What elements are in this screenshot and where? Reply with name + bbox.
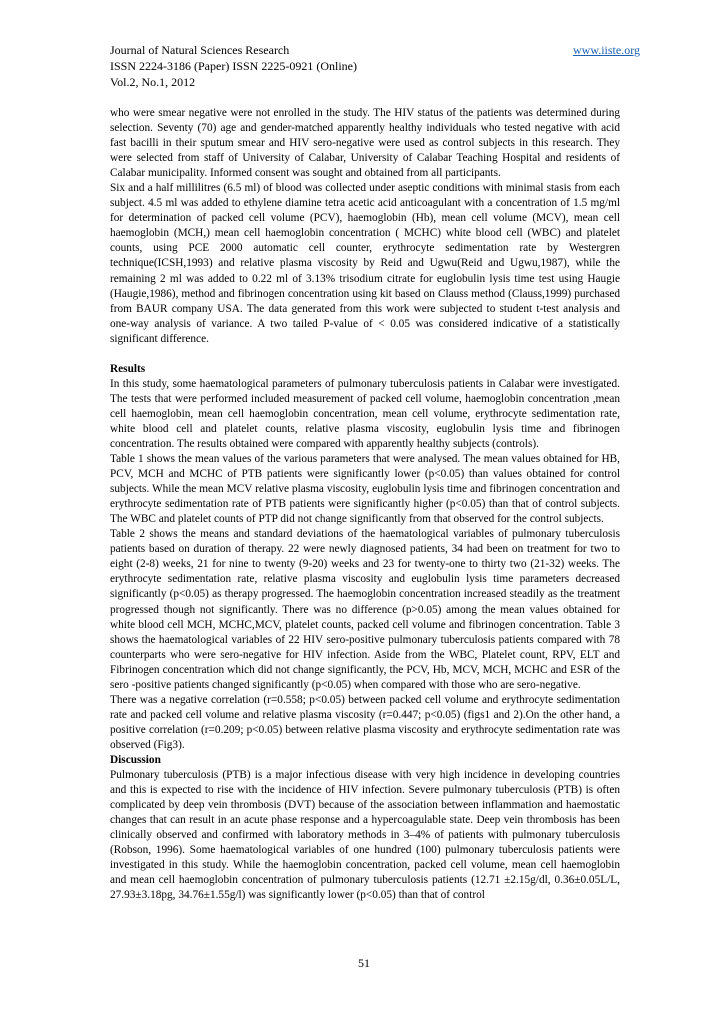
section-spacer	[110, 347, 620, 362]
results-paragraph-2: Table 1 shows the mean values of the various parameters that were analysed. The mean values obtained for HB, PCV, MCH and MCHC of PTB patients were significantly lower (p<0.05) than values obtained for control subjects. While the mean MCV relative plasma viscosity, euglobulin lysis time and fibrinogen concentration and erythrocyte sedimentation rate of PTB patients were significantly higher (p<0.05) than that of control subjects. The WBC and platelet counts of PTP did not change significantly from that observed for the control subjects.	[110, 453, 620, 526]
article-body	[110, 106, 620, 903]
methods-paragraph-1: who were smear negative were not enrolled in the study. The HIV status of the patients was determined during selection. Seventy (70) age and gender-matched apparently healthy individuals who tested negative with acid fast bacilli in their sputum smear and HIV sero-negative were used as control subjects in this research. They were selected from staff of University of Calabar, University of Calabar Teaching Hospital and residents of Calabar municipality. Informed consent was sought and obtained from all participants.	[110, 107, 620, 180]
journal-name: Journal of Natural Sciences Research	[110, 43, 290, 57]
results-paragraph-1: In this study, some haematological parameters of pulmonary tuberculosis patients in Calabar were investigated. The tests that were performed included measurement of packed cell volume, haemoglobin concentration ,mean cell haemoglobin, mean cell haemoglobin concentration, mean cell volume, erythrocyte sedimentation rate, white blood cell and platelet counts, relative plasma viscosity, euglobulin lysis time and fibrinogen concentration. The results obtained were compared with apparently healthy subjects (controls).	[110, 377, 620, 450]
journal-url-link[interactable]: www.iiste.org	[573, 43, 640, 57]
issn-line: ISSN 2224-3186 (Paper) ISSN 2225-0921 (Online)	[110, 59, 357, 73]
methods-paragraph-2: Six and a half millilitres (6.5 ml) of blood was collected under aseptic conditions with minimal stasis from each subject. 4.5 ml was added to ethylene diamine tetra acetic acid anticoagulant with a concentration of 1.5 mg/ml for determination of packed cell volume (PCV), haemoglobin (Hb), mean cell volume (MCV), mean cell haemoglobin (MCH,) mean cell haemoglobin concentration ( MCHC) white blood cell (WBC) and platelet counts, using PCE 2000 automatic cell counter, erythrocyte sedimentation rate by Westergren technique(ICSH,1993) and relative plasma viscosity by Reid and Ugwu(Reid and Ugwu,1987), while the remaining 2 ml was added to 0.22 ml of 3.13% trisodium citrate for euglobulin lysis time test using Haugie (Haugie,1986), method and fibrinogen concentration using kit based on Clauss method (Clauss,1999) purchased from BAUR company USA. The data generated from this work were subjected to student t-test analysis and one-way analysis of variance. A two tailed P-value of < 0.05 was considered indicative of a statistically significant difference.	[110, 182, 620, 345]
header-line-1	[110, 42, 640, 58]
results-paragraph-3: Table 2 shows the means and standard deviations of the haematological variables of pulmonary tuberculosis patients based on duration of therapy. 22 were newly diagnosed patients, 34 had been on treatment for two to eight (2-8) weeks, 21 for nine to twenty (9-20) weeks and 23 for twenty-one to thirty two (21-32) weeks. The erythrocyte sedimentation rate, relative plasma viscosity and euglobulin lysis time parameters decreased significantly (p<0.05) as therapy progressed. The haemoglobin concentration increased steadily as the treatment progressed though not significantly. There was no difference (p>0.05) among the mean values obtained for white blood cell MCH, MCHC,MCV, platelet counts, packed cell volume and fibrinogen concentration. Table 3 shows the haematological variables of 22 HIV sero-positive pulmonary tuberculosis patients compared with 78 counterparts who were sero-negative for HIV infection. Aside from the WBC, Platelet count, RPV, ELT and Fibrinogen concentration which did not change significantly, the PCV, Hb, MCV, MCH, MCHC and ESR of the sero -positive patients changed significantly (p<0.05) when compared with those who are sero-negative.	[110, 528, 620, 691]
page-header	[110, 42, 640, 90]
discussion-heading: Discussion	[110, 753, 161, 766]
discussion-paragraph-1: Pulmonary tuberculosis (PTB) is a major infectious disease with very high incidence in developing countries and this is expected to rise with the incidence of HIV infection. Severe pulmonary tuberculosis (PTB) is often complicated by deep vein thrombosis (DVT) because of the association between inflammation and haemostatic changes that can result in an acute phase response and a hypercoagulable state. Deep vein thrombosis has been clinically observed and confirmed with laboratory methods in 3–4% of patients with pulmonary tuberculosis (Robson, 1996). Some haematological variables of one hundred (100) pulmonary tuberculosis patients were investigated in this study. While the haemoglobin concentration, packed cell volume, mean cell haemoglobin and mean cell haemoglobin concentration of pulmonary tuberculosis patients (12.71 ±2.15g/dl, 0.36±0.05L/L, 27.93±3.18pg, 34.76±1.55g/l) was significantly lower (p<0.05) than that of control	[110, 769, 620, 902]
results-heading: Results	[110, 362, 146, 375]
volume-line: Vol.2, No.1, 2012	[110, 75, 196, 89]
page-number: 51	[358, 956, 370, 970]
results-paragraph-4: There was a negative correlation (r=0.558; p<0.05) between packed cell volume and erythrocyte sedimentation rate and packed cell volume and relative plasma viscosity (r=0.447; p<0.05) (figs1 and 2).On the other hand, a positive correlation (r=0.209; p<0.05) between relative plasma viscosity and erythrocyte sedimentation rate was observed (Fig3).	[110, 693, 620, 751]
